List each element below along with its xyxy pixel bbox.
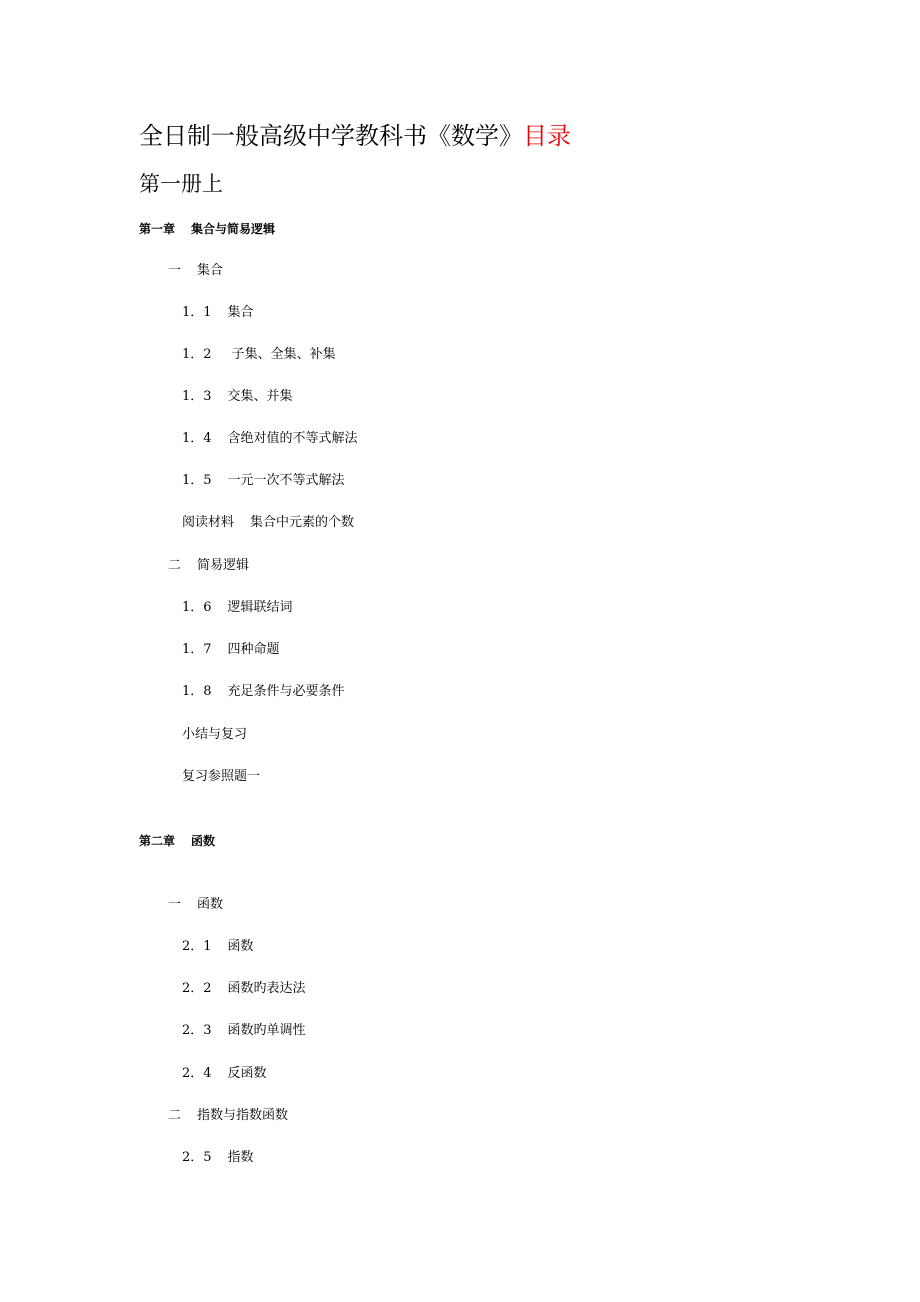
item-name: 函数旳表达法 (227, 981, 306, 996)
item-number: 1．3 (182, 389, 212, 404)
item-number: 1．4 (182, 431, 212, 446)
toc-item (182, 980, 306, 998)
chapter-name: 集合与简易逻辑 (191, 222, 276, 236)
toc-item (182, 599, 293, 617)
toc-item (182, 430, 358, 448)
section-heading (168, 262, 223, 280)
item-name: 充足条件与必要条件 (227, 684, 345, 699)
section-number: 一 (168, 897, 182, 912)
section-name: 集合 (197, 263, 224, 278)
section-name: 函数 (197, 897, 224, 912)
chapter-1-heading (139, 220, 275, 238)
summary-item: 小结与复习 (182, 727, 248, 742)
item-name: 交集、并集 (227, 389, 293, 404)
item-number: 1．1 (182, 305, 212, 320)
item-name: 指数 (227, 1150, 254, 1165)
reading-label: 阅读材料 (182, 515, 235, 530)
item-name: 一元一次不等式解法 (227, 473, 345, 488)
chapter-2-heading (139, 832, 215, 850)
item-number: 1．8 (182, 684, 212, 699)
item-number: 2．5 (182, 1150, 212, 1165)
toc-item (182, 641, 280, 659)
toc-item (182, 683, 345, 701)
reading-name: 集合中元素的个数 (250, 515, 355, 530)
toc-item (182, 938, 254, 956)
toc-item (182, 304, 254, 322)
document-title (139, 120, 571, 152)
item-name: 函数旳单调性 (227, 1023, 306, 1038)
toc-item (182, 1149, 254, 1167)
item-name: 集合 (227, 305, 254, 320)
section-name: 指数与指数函数 (197, 1108, 289, 1123)
item-number: 2．3 (182, 1023, 212, 1038)
section-heading (168, 557, 249, 575)
section-number: 二 (168, 1108, 182, 1123)
item-number: 2．4 (182, 1066, 212, 1081)
section-heading (168, 1107, 288, 1125)
item-number: 1．7 (182, 642, 212, 657)
item-number: 2．1 (182, 939, 212, 954)
toc-item (182, 1022, 306, 1040)
reading-material (182, 514, 354, 532)
item-number: 1．2 (182, 347, 212, 362)
section-number: 二 (168, 558, 182, 573)
chapter-label: 第二章 (139, 834, 176, 848)
chapter-label: 第一章 (139, 222, 176, 236)
section-number: 一 (168, 263, 182, 278)
toc-item (182, 472, 345, 490)
volume-heading: 第一册上 (139, 172, 223, 196)
title-accent: 目录 (523, 122, 571, 150)
toc-item (182, 1065, 267, 1083)
title-main: 全日制一般高级中学教科书《数学》 (139, 122, 523, 150)
review-item: 复习参照题一 (182, 769, 261, 784)
item-name: 逻辑联结词 (227, 600, 293, 615)
toc-item (182, 346, 336, 364)
section-heading (168, 896, 223, 914)
item-name: 子集、全集、补集 (227, 347, 336, 362)
item-name: 函数 (227, 939, 254, 954)
section-name: 简易逻辑 (197, 558, 250, 573)
item-number: 2．2 (182, 981, 212, 996)
toc-item (182, 388, 293, 406)
item-name: 四种命题 (227, 642, 280, 657)
item-name: 反函数 (227, 1066, 267, 1081)
chapter-name: 函数 (191, 834, 216, 848)
item-name: 含绝对值的不等式解法 (227, 431, 358, 446)
item-number: 1．5 (182, 473, 212, 488)
item-number: 1．6 (182, 600, 212, 615)
